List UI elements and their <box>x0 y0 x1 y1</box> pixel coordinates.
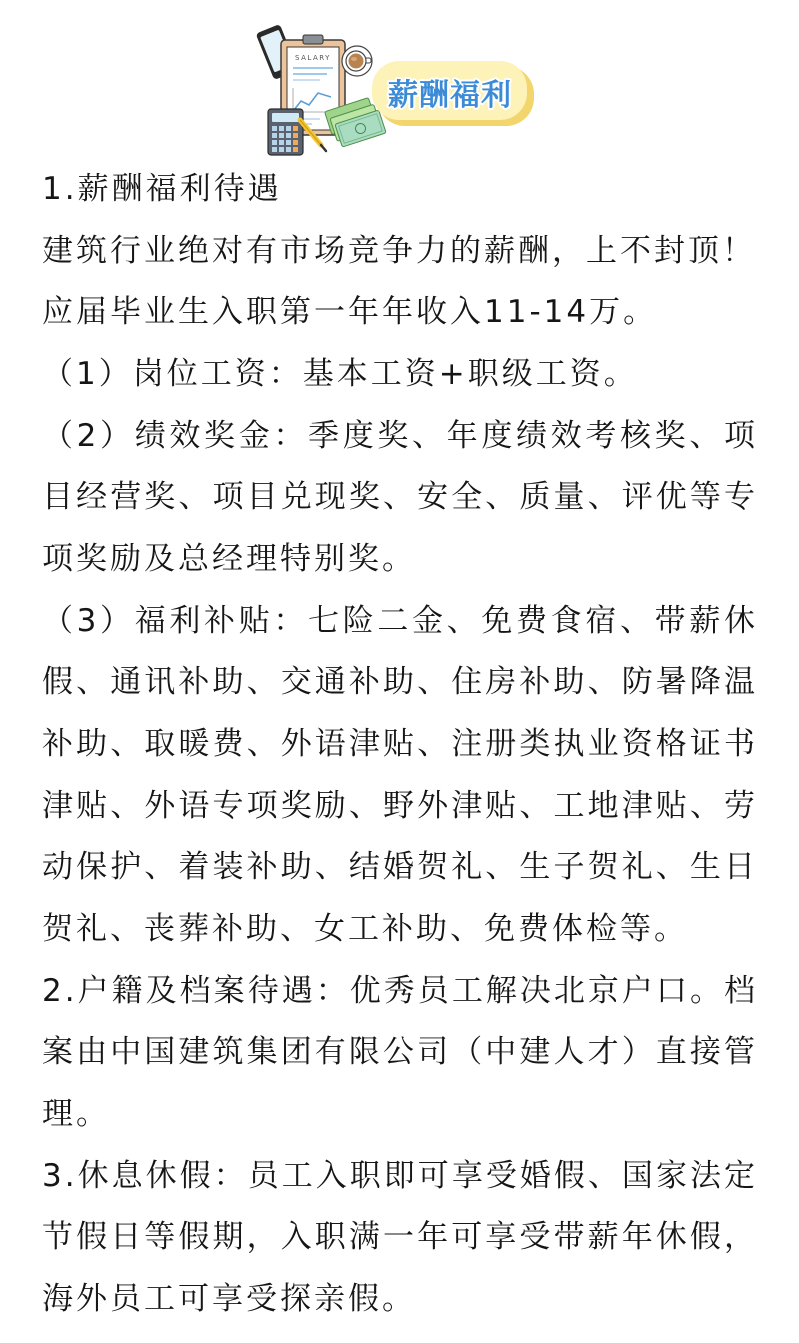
text-line: 海外员工可享受探亲假。 <box>42 1280 416 1317</box>
text-line: 假、通讯补助、交通补助、住房补助、防暑降温 <box>42 664 758 701</box>
text-line: （2）绩效奖金：季度奖、年度绩效考核奖、项 <box>42 417 758 454</box>
calculator-icon <box>268 109 303 155</box>
paragraph-salary-intro <box>42 221 758 283</box>
text-line: 补助、取暖费、外语津贴、注册类执业资格证书 <box>42 725 758 762</box>
text-line: 案由中国建筑集团有限公司（中建人才）直接管 <box>42 1034 758 1071</box>
text-line: 津贴、外语专项奖励、野外津贴、工地津贴、劳 <box>42 787 758 824</box>
text-line: （1）岗位工资：基本工资+职级工资。 <box>42 355 638 392</box>
clipboard-clip <box>303 35 323 44</box>
text-line: 3.休息休假：员工入职即可享受婚假、国家法定 <box>42 1157 758 1194</box>
article-body <box>42 159 758 1330</box>
salary-badge <box>372 61 534 126</box>
paragraph-salary-heading <box>42 159 758 221</box>
calculator-display <box>272 113 299 122</box>
text-line: 应届毕业生入职第一年年收入11-14万。 <box>42 294 658 331</box>
paragraph-performance-bonus <box>42 406 758 591</box>
text-line: 目经营奖、项目兑现奖、安全、质量、评优等专 <box>42 479 758 516</box>
text-line: 建筑行业绝对有市场竞争力的薪酬，上不封顶！ <box>42 232 756 269</box>
text-line: 2.户籍及档案待遇：优秀员工解决北京户口。档 <box>42 972 758 1009</box>
paragraph-position-wage <box>42 344 758 406</box>
text-line: 理。 <box>42 1095 110 1132</box>
badge-label: 薪酬福利 <box>388 78 512 113</box>
paragraph-welfare-subsidy <box>42 591 758 961</box>
text-line: 节假日等假期，入职满一年可享受带薪年休假， <box>42 1219 758 1256</box>
paragraph-leave <box>42 1146 758 1331</box>
text-line: 项奖励及总经理特别奖。 <box>42 540 416 577</box>
text-line: 1.薪酬福利待遇 <box>42 171 282 207</box>
coffee-cup-icon <box>342 46 372 76</box>
paragraph-hukou-archives <box>42 961 758 1146</box>
text-line: 贺礼、丧葬补助、女工补助、免费体检等。 <box>42 910 688 947</box>
text-line: （3）福利补贴：七险二金、免费食宿、带薪休 <box>42 602 758 639</box>
paragraph-graduate-income <box>42 282 758 344</box>
header-illustration <box>0 0 799 170</box>
text-line: 动保护、着装补助、结婚贺礼、生子贺礼、生日 <box>42 849 758 886</box>
clipboard-title: SALARY <box>295 54 331 62</box>
